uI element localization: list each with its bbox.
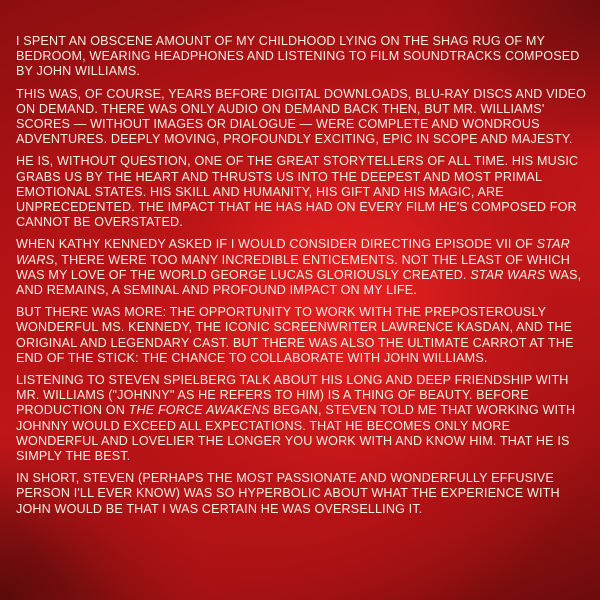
paragraph-7	[16, 471, 588, 517]
text-segment: THIS WAS, OF COURSE, YEARS BEFORE DIGITAL DOWNLOADS, BLU-RAY DISCS AND VIDEO ON DEMAND. THERE WAS ONLY AUDIO ON DEMAND BACK THEN, BUT MR. WILLIAMS' SCORES — WITHOUT IMAGES OR DIALOGUE — WERE COMPLETE AND WONDROUS ADVENTURES. DEEPLY MOVING, PROFOUNDLY EXCITING, EPIC IN SCOPE AND MAJESTY.	[16, 86, 587, 147]
paragraph-5	[16, 305, 588, 366]
paragraph-6	[16, 373, 588, 464]
text-segment: I SPENT AN OBSCENE AMOUNT OF MY CHILDHOOD LYING ON THE SHAG RUG OF MY BEDROOM, WEARING HEADPHONES AND LISTENING TO FILM SOUNDTRACKS COMPOSED BY JOHN WILLIAMS.	[16, 34, 580, 79]
text-segment: BUT THERE WAS MORE: THE OPPORTUNITY TO WORK WITH THE PREPOSTEROUSLY WONDERFUL MS. KENNEDY, THE ICONIC SCREENWRITER LAWRENCE KASDAN, AND THE ORIGINAL AND LEGENDARY CAST. BUT THERE WAS ALSO THE ULTIMATE CARROT AT THE END OF THE STICK: THE CHANCE TO COLLABORATE WITH JOHN WILLIAMS.	[16, 305, 574, 365]
text-segment: BEGAN, STEVEN TOLD ME THAT WORKING WITH JOHNNY WOULD EXCEED ALL EXPECTATIONS. THAT HE BECOMES ONLY MORE WONDERFUL AND LOVELIER THE LONGER YOU WORK WITH AND KNOW HIM. THAT HE IS SIMPLY THE BEST.	[16, 403, 576, 464]
paragraph-3	[16, 154, 588, 230]
title-italic: STAR WARS	[16, 237, 570, 267]
text-segment: WHEN KATHY KENNEDY ASKED IF I WOULD CONSIDER DIRECTING EPISODE VII OF	[16, 237, 537, 252]
text-segment: HE IS, WITHOUT QUESTION, ONE OF THE GREAT STORYTELLERS OF ALL TIME. HIS MUSIC GRABS US BY THE HEART AND THRUSTS US INTO THE DEEPEST AND MOST PRIMAL EMOTIONAL STATES. HIS SKILL AND HUMANITY, HIS GIFT AND HIS MAGIC, ARE UNPRECEDENTED. THE IMPACT THAT HE HAS HAD ON EVERY FILM HE'S COMPOSED FOR CANNOT BE OVERSTATED.	[16, 154, 579, 230]
text-segment: IN SHORT, STEVEN (PERHAPS THE MOST PASSIONATE AND WONDERFULLY EFFUSIVE PERSON I'LL EVER KNOW) WAS SO HYPERBOLIC ABOUT WHAT THE EXPERIENCE WITH JOHN WOULD BE THAT I WAS CERTAIN HE WAS OVERSELLING IT.	[16, 471, 560, 516]
paragraph-4	[16, 237, 588, 298]
title-italic: STAR WARS	[470, 267, 546, 282]
liner-notes-text	[16, 34, 588, 524]
text-segment: WAS, AND REMAINS, A SEMINAL AND PROFOUND IMPACT ON MY LIFE.	[16, 267, 582, 298]
paragraph-1	[16, 34, 588, 80]
title-italic: THE FORCE AWAKENS	[128, 403, 270, 418]
text-segment: LISTENING TO STEVEN SPIELBERG TALK ABOUT HIS LONG AND DEEP FRIENDSHIP WITH MR. WILLIAMS ("JOHNNY" AS HE REFERS TO HIM) IS A THING OF BEAUTY. BEFORE PRODUCTION ON	[16, 373, 569, 418]
paragraph-2	[16, 87, 588, 148]
text-segment: , THERE WERE TOO MANY INCREDIBLE ENTICEMENTS. NOT THE LEAST OF WHICH WAS MY LOVE OF THE WORLD GEORGE LUCAS GLORIOUSLY CREATED.	[16, 252, 571, 282]
